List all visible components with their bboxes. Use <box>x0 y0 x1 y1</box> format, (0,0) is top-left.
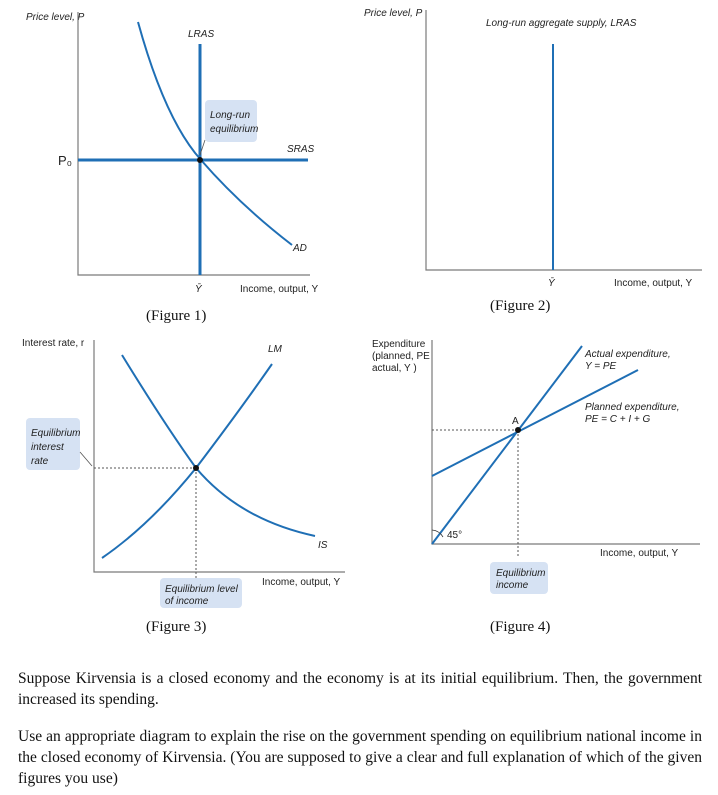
fig1-p0-label: P₀ <box>58 153 73 168</box>
figure-4 <box>372 339 700 635</box>
fig4-planned-line1: Planned expenditure, <box>585 402 680 413</box>
fig1-equilibrium-point <box>197 157 203 163</box>
fig3-lm-curve <box>102 364 272 558</box>
figure-3 <box>22 338 345 635</box>
fig3-rate-box-line2: interest <box>31 442 64 453</box>
fig3-rate-pointer <box>80 452 92 466</box>
fig1-sras-label: SRAS <box>287 144 315 155</box>
fig4-point-a <box>515 427 521 433</box>
fig4-angle-label: 45° <box>447 530 463 541</box>
fig1-ad-label: AD <box>293 243 307 254</box>
fig3-income-box-line2: of income <box>165 596 209 607</box>
fig4-box-line1: Equilibrium <box>496 568 546 579</box>
fig2-caption: (Figure 2) <box>490 298 551 314</box>
fig1-caption: (Figure 1) <box>146 308 207 324</box>
fig4-actual-line1: Actual expenditure, <box>585 349 671 360</box>
figure-1 <box>26 12 319 324</box>
fig4-y-axis-line1: Expenditure <box>372 339 426 350</box>
fig4-actual-line2: Y = PE <box>585 361 617 372</box>
fig1-box-line1: Long-run <box>210 110 251 121</box>
fig3-axes <box>94 340 345 572</box>
fig3-is-curve <box>122 355 315 536</box>
question-paragraph-1: Suppose Kirvensia is a closed economy and the economy is at its initial equilibrium. Then, the government increased its spending. <box>18 670 702 708</box>
fig4-x-axis-label: Income, output, Y <box>600 548 679 559</box>
fig4-axes <box>432 340 700 544</box>
fig4-planned-line2: PE = C + I + G <box>585 414 651 425</box>
fig3-is-label: IS <box>318 540 328 551</box>
fig1-y-axis-label: Price level, P <box>26 12 85 23</box>
fig4-point-a-label: A <box>512 416 519 427</box>
fig4-caption: (Figure 4) <box>490 619 551 635</box>
fig1-ybar-label: Ȳ <box>195 284 202 295</box>
fig2-axes <box>426 10 702 270</box>
fig4-y-axis-line2: (planned, PE <box>372 351 430 362</box>
fig3-y-axis-label: Interest rate, r <box>22 338 85 349</box>
fig1-long-run-box <box>205 100 257 142</box>
fig3-income-box-line1: Equilibrium level <box>165 584 238 595</box>
fig4-y-axis-line3: actual, Y ) <box>372 363 417 374</box>
fig3-x-axis-label: Income, output, Y <box>262 577 341 588</box>
fig2-ybar-label: Ȳ <box>548 278 555 289</box>
fig4-actual-expenditure-line <box>432 346 582 544</box>
fig4-box-line2: income <box>496 580 529 591</box>
fig1-x-axis-label: Income, output, Y <box>240 284 319 295</box>
fig2-x-axis-label: Income, output, Y <box>614 278 693 289</box>
fig3-caption: (Figure 3) <box>146 619 207 635</box>
fig3-rate-box-line1: Equilibrium <box>31 428 81 439</box>
figure-2 <box>364 8 702 314</box>
fig3-lm-label: LM <box>268 344 282 355</box>
fig2-y-axis-label: Price level, P <box>364 8 423 19</box>
fig1-box-line2: equilibrium <box>210 124 259 135</box>
fig2-lras-label: Long-run aggregate supply, LRAS <box>486 18 637 29</box>
fig3-equilibrium-point <box>193 465 199 471</box>
fig1-lras-label: LRAS <box>188 29 215 40</box>
fig1-axes <box>78 12 310 275</box>
question-paragraph-2: Use an appropriate diagram to explain the rise on the government spending on equilibrium national income in the closed economy of Kirvensia. (You are supposed to give a clear and full explanation of which of the given figures you use) <box>18 728 702 787</box>
fig3-rate-box-line3: rate <box>31 456 49 467</box>
